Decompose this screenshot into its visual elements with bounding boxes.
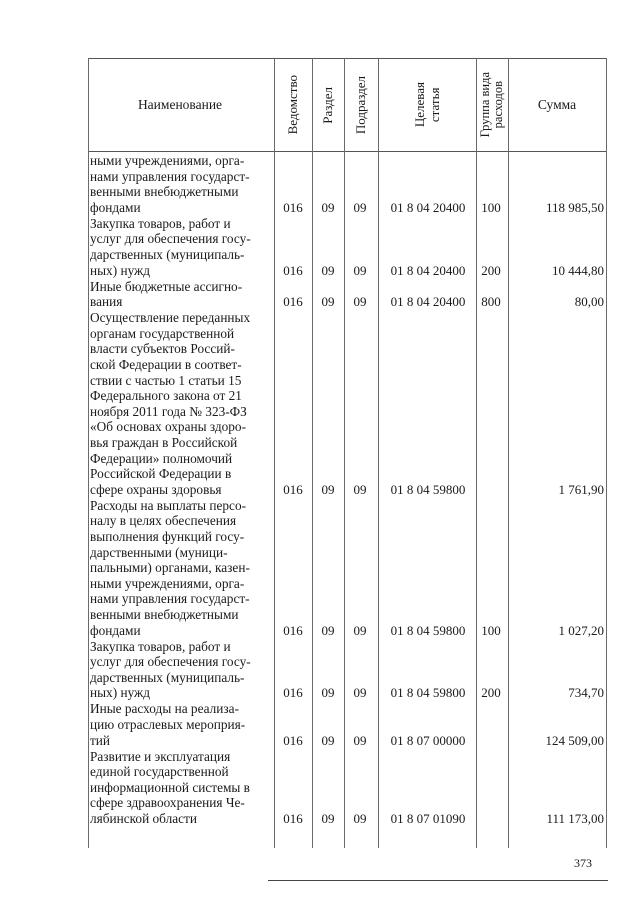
table-row bbox=[88, 310, 606, 497]
header-summa-label: Сумма bbox=[537, 97, 577, 112]
row-grp: 100 bbox=[481, 199, 501, 215]
table-row bbox=[88, 498, 606, 638]
row-name bbox=[90, 216, 266, 278]
row-ved: 016 bbox=[283, 685, 303, 701]
row-pod: 09 bbox=[353, 262, 367, 278]
row-name-line: ных) нужд bbox=[90, 262, 150, 278]
header-summa bbox=[508, 59, 606, 151]
row-cel: 01 8 04 20400 bbox=[390, 294, 466, 310]
row-raz: 09 bbox=[321, 732, 335, 748]
row-name-line: услуг для обеспечения госу- bbox=[90, 654, 251, 670]
header-podrazdel-label: Подраздел bbox=[353, 75, 368, 135]
row-raz: 09 bbox=[321, 262, 335, 278]
row-name-line: Осуществление переданных bbox=[90, 310, 251, 326]
row-name bbox=[90, 310, 266, 497]
row-name-line: дарственными (муници- bbox=[90, 544, 228, 560]
header-razdel bbox=[312, 59, 344, 151]
table-row bbox=[88, 279, 606, 310]
row-cel: 01 8 04 20400 bbox=[390, 262, 466, 278]
row-grp: 200 bbox=[481, 685, 501, 701]
row-name-line: сфере охраны здоровья bbox=[90, 481, 222, 497]
row-name bbox=[90, 701, 266, 748]
header-name-label: Наименование bbox=[137, 97, 223, 112]
row-cel: 01 8 04 59800 bbox=[390, 685, 466, 701]
header-razdel-label: Раздел bbox=[320, 86, 335, 124]
row-name-line: нами управления государст- bbox=[90, 168, 250, 184]
row-name-line: венными внебюджетными bbox=[90, 184, 239, 200]
row-raz: 09 bbox=[321, 810, 335, 826]
budget-table bbox=[88, 58, 606, 152]
row-name-line: лябинской области bbox=[90, 810, 197, 826]
row-name-line: Иные бюджетные ассигно- bbox=[90, 278, 243, 294]
row-name bbox=[90, 749, 266, 827]
row-ved: 016 bbox=[283, 294, 303, 310]
row-name-line: ными учреждениями, орга- bbox=[90, 153, 245, 168]
row-name-line: ской Федерации в соответ- bbox=[90, 356, 242, 372]
row-grp: 800 bbox=[481, 294, 501, 310]
header-celevaya-line2: статья bbox=[427, 87, 442, 123]
header-celevaya-line1: Целевая bbox=[412, 82, 427, 128]
bottom-rule bbox=[268, 880, 608, 881]
row-name-line: венными внебюджетными bbox=[90, 606, 239, 622]
table-row bbox=[88, 153, 606, 215]
row-name bbox=[90, 279, 266, 310]
header-name bbox=[88, 59, 272, 151]
row-name-line: цию отраслевых мероприя- bbox=[90, 716, 246, 732]
header-vedomstvo-label: Ведомство bbox=[285, 75, 300, 135]
row-sum: 1 027,20 bbox=[558, 622, 604, 638]
column-divider bbox=[606, 58, 607, 848]
row-ved: 016 bbox=[283, 732, 303, 748]
table-row bbox=[88, 639, 606, 701]
row-raz: 09 bbox=[321, 685, 335, 701]
row-name-line: вья граждан в Российской bbox=[90, 434, 238, 450]
row-name-line: Закупка товаров, работ и bbox=[90, 215, 231, 231]
row-pod: 09 bbox=[353, 732, 367, 748]
row-grp: 100 bbox=[481, 622, 501, 638]
row-pod: 09 bbox=[353, 810, 367, 826]
row-name-line: вания bbox=[90, 294, 123, 310]
row-name-line: пальными) органами, казен- bbox=[90, 560, 250, 576]
row-cel: 01 8 04 20400 bbox=[390, 199, 466, 215]
row-sum: 111 173,00 bbox=[546, 810, 604, 826]
row-grp: 200 bbox=[481, 262, 501, 278]
header-gruppa-label bbox=[479, 72, 505, 137]
row-name-line: нами управления государст- bbox=[90, 591, 250, 607]
row-cel: 01 8 04 59800 bbox=[390, 622, 466, 638]
table-row bbox=[88, 749, 606, 827]
row-raz: 09 bbox=[321, 622, 335, 638]
table-row bbox=[88, 701, 606, 748]
row-name-line: информационной системы в bbox=[90, 779, 250, 795]
row-name-line: ными учреждениями, орга- bbox=[90, 575, 245, 591]
header-gruppa bbox=[476, 59, 508, 151]
row-name-line: ноября 2011 года № 323-ФЗ bbox=[90, 403, 247, 419]
row-raz: 09 bbox=[321, 481, 335, 497]
row-name-line: услуг для обеспечения госу- bbox=[90, 231, 251, 247]
row-ved: 016 bbox=[283, 262, 303, 278]
header-celevaya bbox=[378, 59, 476, 151]
header-gruppa-line1: Группа вида bbox=[478, 72, 492, 138]
row-name-line: Закупка товаров, работ и bbox=[90, 638, 231, 654]
row-name-line: ных) нужд bbox=[90, 685, 150, 701]
row-name-line: ствии с частью 1 статьи 15 bbox=[90, 372, 242, 388]
row-name-line: дарственных (муниципаль- bbox=[90, 246, 245, 262]
row-pod: 09 bbox=[353, 481, 367, 497]
header-vedomstvo bbox=[274, 59, 312, 151]
row-sum: 10 444,80 bbox=[552, 262, 604, 278]
row-name-line: выполнения функций госу- bbox=[90, 528, 245, 544]
row-name-line: Российской Федерации в bbox=[90, 466, 232, 482]
row-cel: 01 8 07 01090 bbox=[390, 810, 466, 826]
row-name-line: налу в целях обеспечения bbox=[90, 513, 237, 529]
row-raz: 09 bbox=[321, 199, 335, 215]
row-name bbox=[90, 153, 266, 215]
row-name-line: Расходы на выплаты персо- bbox=[90, 497, 247, 513]
row-pod: 09 bbox=[353, 685, 367, 701]
row-name-line: дарственных (муниципаль- bbox=[90, 669, 245, 685]
row-name-line: органам государственной bbox=[90, 325, 235, 341]
row-raz: 09 bbox=[321, 294, 335, 310]
row-cel: 01 8 04 59800 bbox=[390, 481, 466, 497]
row-name-line: Федерального закона от 21 bbox=[90, 388, 242, 404]
row-name-line: Иные расходы на реализа- bbox=[90, 701, 239, 717]
row-name bbox=[90, 639, 266, 701]
header-celevaya-label bbox=[412, 82, 442, 127]
row-ved: 016 bbox=[283, 622, 303, 638]
row-name-line: власти субъектов Россий- bbox=[90, 341, 235, 357]
row-name-line: единой государственной bbox=[90, 764, 229, 780]
row-name-line: фондами bbox=[90, 622, 141, 638]
row-name bbox=[90, 498, 266, 638]
row-sum: 124 509,00 bbox=[545, 732, 604, 748]
row-ved: 016 bbox=[283, 481, 303, 497]
row-name-line: тий bbox=[90, 732, 111, 748]
row-sum: 1 761,90 bbox=[558, 481, 604, 497]
row-cel: 01 8 07 00000 bbox=[390, 732, 466, 748]
row-ved: 016 bbox=[283, 199, 303, 215]
row-pod: 09 bbox=[353, 294, 367, 310]
header-gruppa-line2: расходов bbox=[491, 81, 505, 129]
row-name-line: Развитие и эксплуатация bbox=[90, 748, 231, 764]
row-pod: 09 bbox=[353, 622, 367, 638]
table-row bbox=[88, 216, 606, 278]
row-sum: 118 985,50 bbox=[545, 199, 604, 215]
row-pod: 09 bbox=[353, 199, 367, 215]
row-name-line: «Об основах охраны здоро- bbox=[90, 419, 247, 435]
row-sum: 734,70 bbox=[568, 685, 604, 701]
row-name-line: фондами bbox=[90, 199, 141, 215]
page-number: 373 bbox=[574, 856, 592, 870]
row-name-line: Федерации» полномочий bbox=[90, 450, 233, 466]
header-podrazdel bbox=[344, 59, 378, 151]
row-sum: 80,00 bbox=[574, 294, 604, 310]
row-ved: 016 bbox=[283, 810, 303, 826]
table-header bbox=[88, 58, 606, 152]
row-name-line: сфере здравоохранения Че- bbox=[90, 795, 245, 811]
